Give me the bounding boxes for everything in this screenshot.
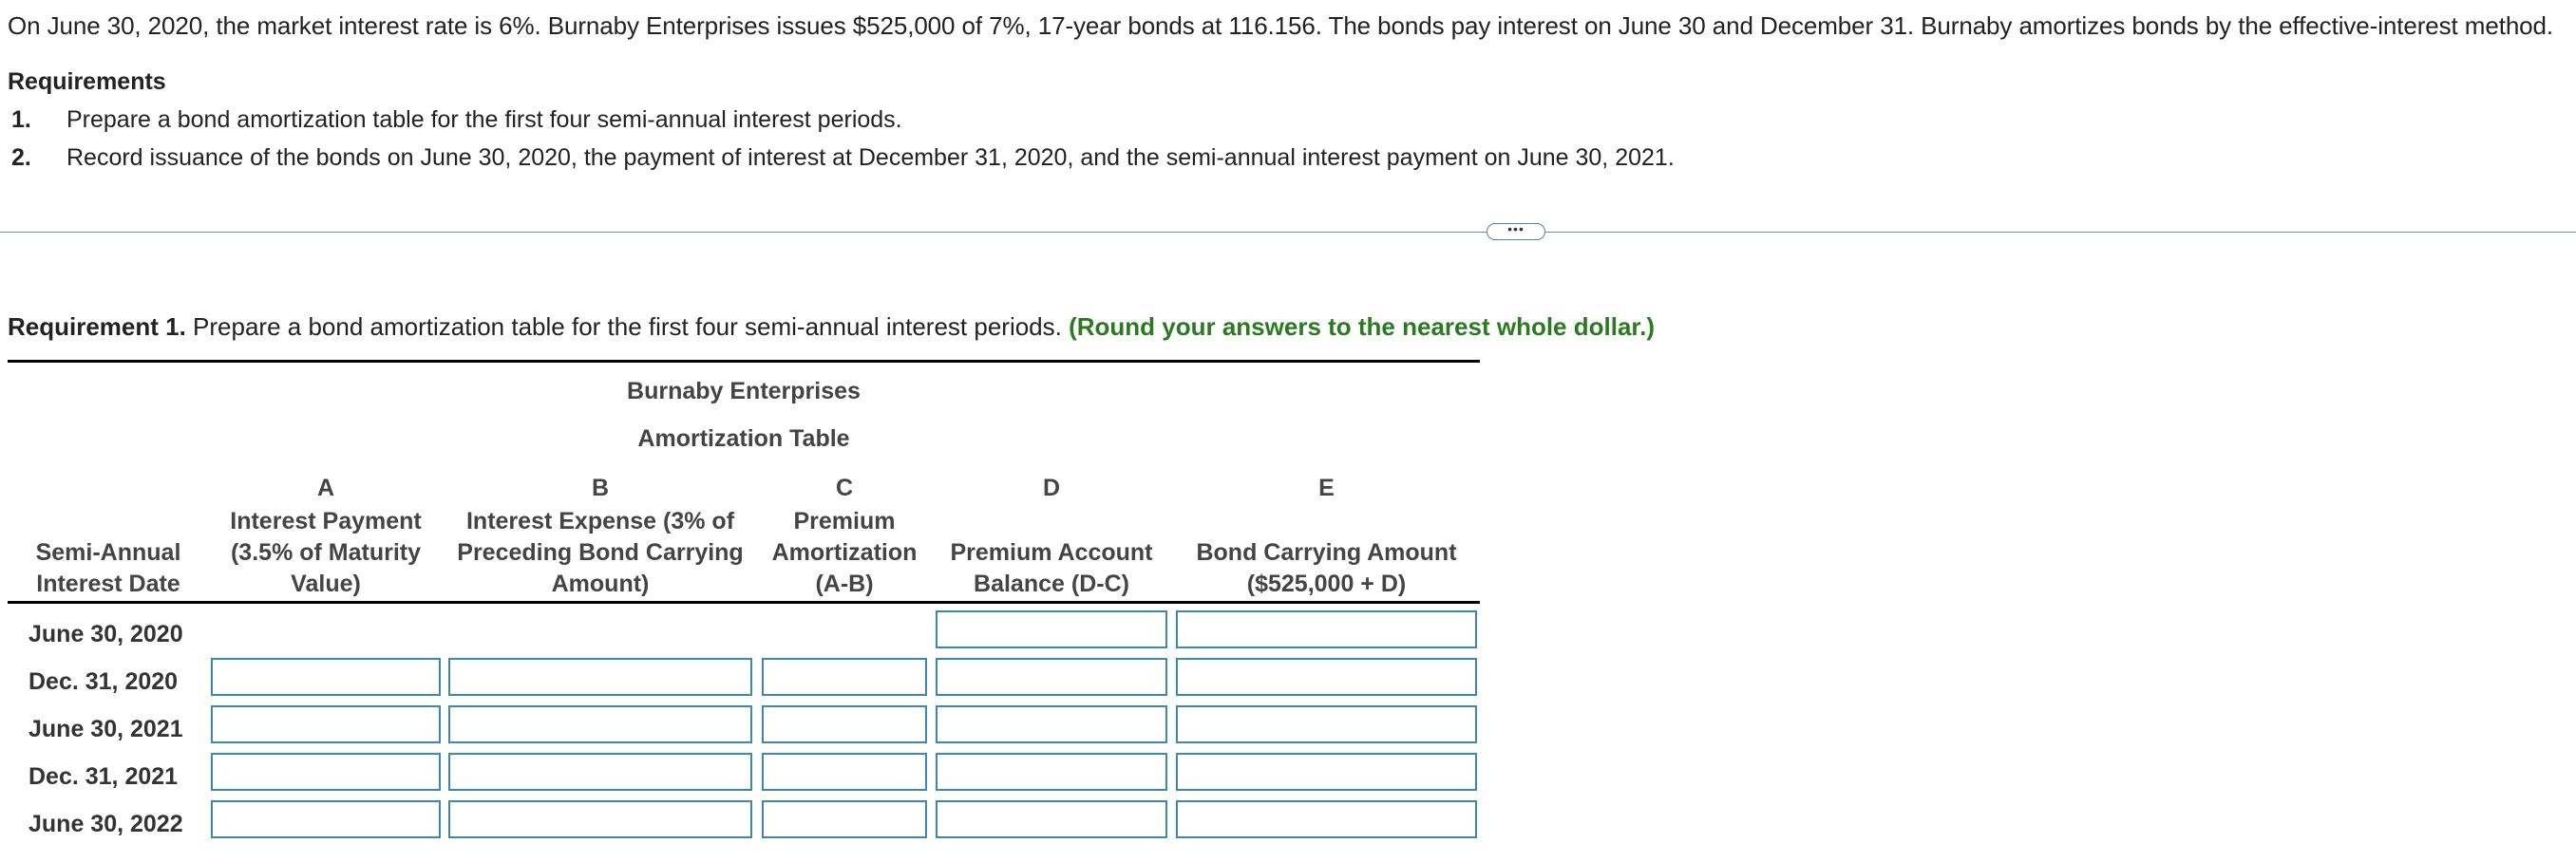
column-letter-c: C [835, 475, 854, 501]
table-top-rule [8, 360, 1480, 363]
column-header-date [13, 537, 203, 600]
column-header-d [936, 537, 1167, 600]
section-divider [0, 232, 2576, 233]
column-letter-a: A [316, 475, 335, 501]
interest-expense-input[interactable] [448, 753, 752, 791]
requirement-1-label: Requirement 1. [8, 312, 186, 341]
header-line: Value) [291, 571, 361, 597]
column-letter-e: E [1318, 475, 1335, 501]
premium-balance-input[interactable] [936, 753, 1167, 791]
row-date-label: June 30, 2021 [28, 716, 183, 742]
column-header-b [439, 506, 762, 600]
row-date-label: Dec. 31, 2021 [28, 763, 179, 790]
carrying-amount-input[interactable] [1176, 705, 1477, 743]
requirement-item-1 [11, 106, 902, 134]
header-line: Premium Account [950, 539, 1153, 566]
row-date-label: June 30, 2022 [28, 811, 183, 837]
column-letter-b: B [591, 475, 610, 501]
header-line: (A-B) [815, 571, 874, 597]
header-line: Preceding Bond Carrying [457, 539, 744, 566]
premium-amortization-input[interactable] [762, 705, 927, 743]
column-letter-d: D [1042, 475, 1061, 501]
interest-payment-input[interactable] [211, 658, 441, 696]
header-line: Interest Payment [230, 508, 422, 534]
premium-balance-input[interactable] [936, 610, 1167, 648]
header-line: Premium [793, 508, 896, 534]
requirement-number: 1. [11, 106, 31, 133]
requirement-item-2 [11, 144, 1675, 172]
interest-expense-input[interactable] [448, 800, 752, 838]
requirement-1-instruction [8, 312, 1655, 342]
requirement-text: Prepare a bond amortization table for the first four semi-annual interest periods. [66, 106, 902, 133]
row-date-label: June 30, 2020 [28, 621, 183, 647]
premium-balance-input[interactable] [936, 658, 1167, 696]
premium-amortization-input[interactable] [762, 800, 927, 838]
header-line: Amortization [771, 539, 918, 566]
requirement-text: Record issuance of the bonds on June 30, 2020, the payment of interest at December 31, 2020, and the semi-annual interest payment on June 30, 2021. [66, 144, 1675, 171]
interest-payment-input[interactable] [211, 753, 441, 791]
problem-intro: On June 30, 2020, the market interest rate is 6%. Burnaby Enterprises issues $525,000 of 7%, 17-year bonds at 116.156. The bonds pay interest on June 30 and December 31. Burnaby amortizes bonds by the effective-interest method. [8, 11, 2554, 40]
table-header-rule [8, 601, 1480, 604]
header-line: Amount) [551, 571, 650, 597]
premium-balance-input[interactable] [936, 800, 1167, 838]
header-line: (3.5% of Maturity [230, 539, 422, 566]
table-company-title: Burnaby Enterprises [627, 378, 861, 404]
carrying-amount-input[interactable] [1176, 800, 1477, 838]
header-line: Semi-Annual [35, 539, 181, 566]
expand-more-button[interactable]: ••• [1487, 223, 1545, 240]
header-line: Interest Date [36, 571, 180, 597]
interest-expense-input[interactable] [448, 705, 752, 743]
header-line: Balance (D-C) [974, 571, 1129, 597]
carrying-amount-input[interactable] [1176, 658, 1477, 696]
carrying-amount-input[interactable] [1176, 610, 1477, 648]
column-header-a [211, 506, 441, 600]
header-line: Interest Expense (3% of [465, 508, 735, 534]
premium-balance-input[interactable] [936, 705, 1167, 743]
rounding-hint: (Round your answers to the nearest whole dollar.) [1069, 312, 1655, 341]
header-line: Bond Carrying Amount [1196, 539, 1457, 566]
requirements-heading: Requirements [8, 68, 166, 95]
requirement-1-text: Prepare a bond amortization table for the first four semi-annual interest periods. [185, 312, 1070, 341]
premium-amortization-input[interactable] [762, 658, 927, 696]
column-header-e [1176, 537, 1477, 600]
carrying-amount-input[interactable] [1176, 753, 1477, 791]
table-subtitle: Amortization Table [637, 425, 850, 452]
premium-amortization-input[interactable] [762, 753, 927, 791]
header-line: ($525,000 + D) [1246, 571, 1407, 597]
interest-payment-input[interactable] [211, 705, 441, 743]
requirement-number: 2. [11, 144, 31, 171]
column-header-c [760, 506, 929, 600]
interest-payment-input[interactable] [211, 800, 441, 838]
interest-expense-input[interactable] [448, 658, 752, 696]
row-date-label: Dec. 31, 2020 [28, 668, 179, 695]
